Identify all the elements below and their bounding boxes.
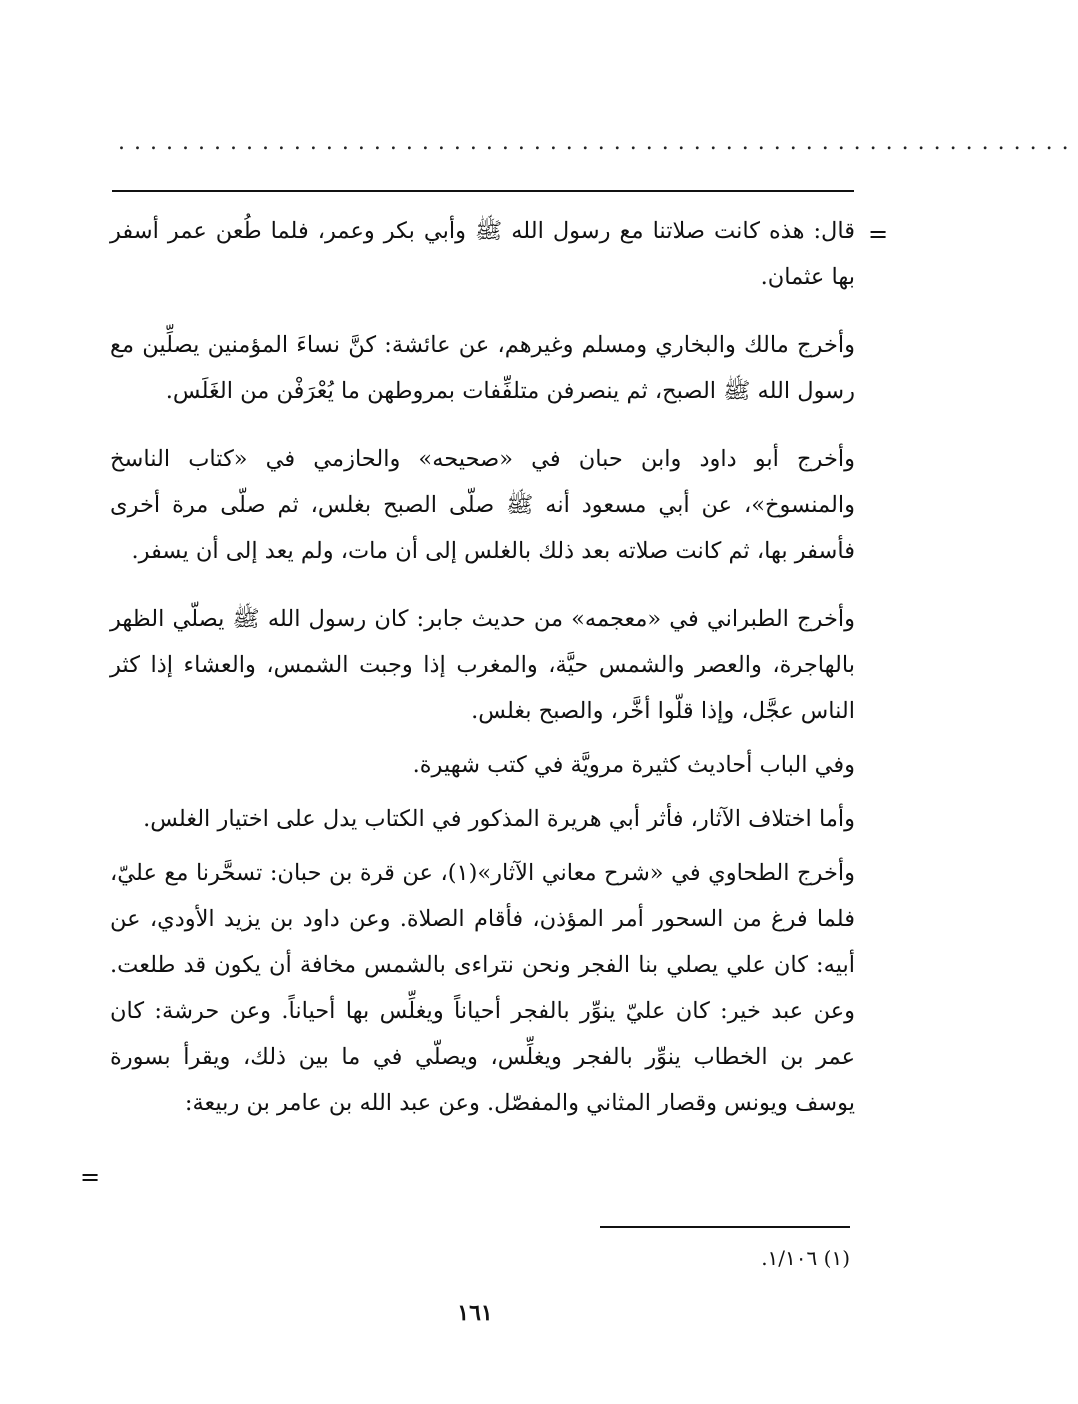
paragraph: وأخرج مالك والبخاري ومسلم وغيرهم، عن عائشة: كنَّ نساءَ المؤمنين يصلِّين مع رسول الله ﷺ الصبح، ثم ينصرفن متلفِّفات بمروطهن ما يُعْرَفْن من الغَلَس. (110, 332, 855, 404)
paragraph: وأما اختلاف الآثار، فأثر أبي هريرة المذكور في الكتاب يدل على اختيار الغلس. (143, 806, 855, 832)
paragraph: وأخرج أبو داود وابن حبان في «صحيحه» والحازمي في «كتاب الناسخ والمنسوخ»، عن أبي مسعود أنه ﷺ صلّى الصبح بغلس، ثم صلّى مرة أخرى فأسفر بها، ثم كانت صلاته بعد ذلك بالغلس إلى أن مات، ولم يعد إلى أن يسفر. (110, 446, 855, 564)
page-number: ١٦١ (457, 1300, 493, 1326)
header-dotted-line: ............................................................ (118, 130, 1078, 155)
header-rule (112, 190, 854, 192)
paragraph: وفي الباب أحاديث كثيرة مرويَّة في كتب شهيرة. (412, 752, 855, 778)
paragraph: وأخرج الطبراني في «معجمه» من حديث جابر: كان رسول الله ﷺ يصلّي الظهر بالهاجرة، والعصر والشمس حيَّة، والمغرب إذا وجبت الشمس، والعشاء إذا كثر الناس عجَّل، وإذا قلّوا أخَّر، والصبح بغلس. (110, 606, 855, 724)
continuation-mark-start: = (868, 220, 889, 248)
footnote-rule (600, 1226, 850, 1228)
paragraph: وأخرج الطحاوي في «شرح معاني الآثار»(١)، عن قرة بن حبان: تسحَّرنا مع عليّ، فلما فرغ من السحور أمر المؤذن، فأقام الصلاة. وعن داود بن يزيد الأودي، عن أبيه: كان علي يصلي بنا الفجر ونحن نتراءى بالشمس مخافة أن يكون قد طلعت. وعن عبد خير: كان عليّ ينوِّر بالفجر أحياناً ويغلِّس بها أحياناً. وعن حرشة: كان عمر بن الخطاب ينوِّر بالفجر ويغلِّس، ويصلّي في ما بين ذلك، ويقرأ بسورة يوسف ويونس وقصار المثاني والمفصّل. وعن عبد الله بن عامر بن ربيعة: (110, 860, 855, 1116)
footnote: (١) ١/١٠٦. (761, 1246, 850, 1270)
paragraph: قال: هذه كانت صلاتنا مع رسول الله ﷺ وأبي بكر وعمر، فلما طُعن عمر أسفر بها عثمان. (110, 218, 855, 290)
continuation-mark-end: = (80, 1163, 101, 1191)
main-text (110, 208, 855, 1148)
